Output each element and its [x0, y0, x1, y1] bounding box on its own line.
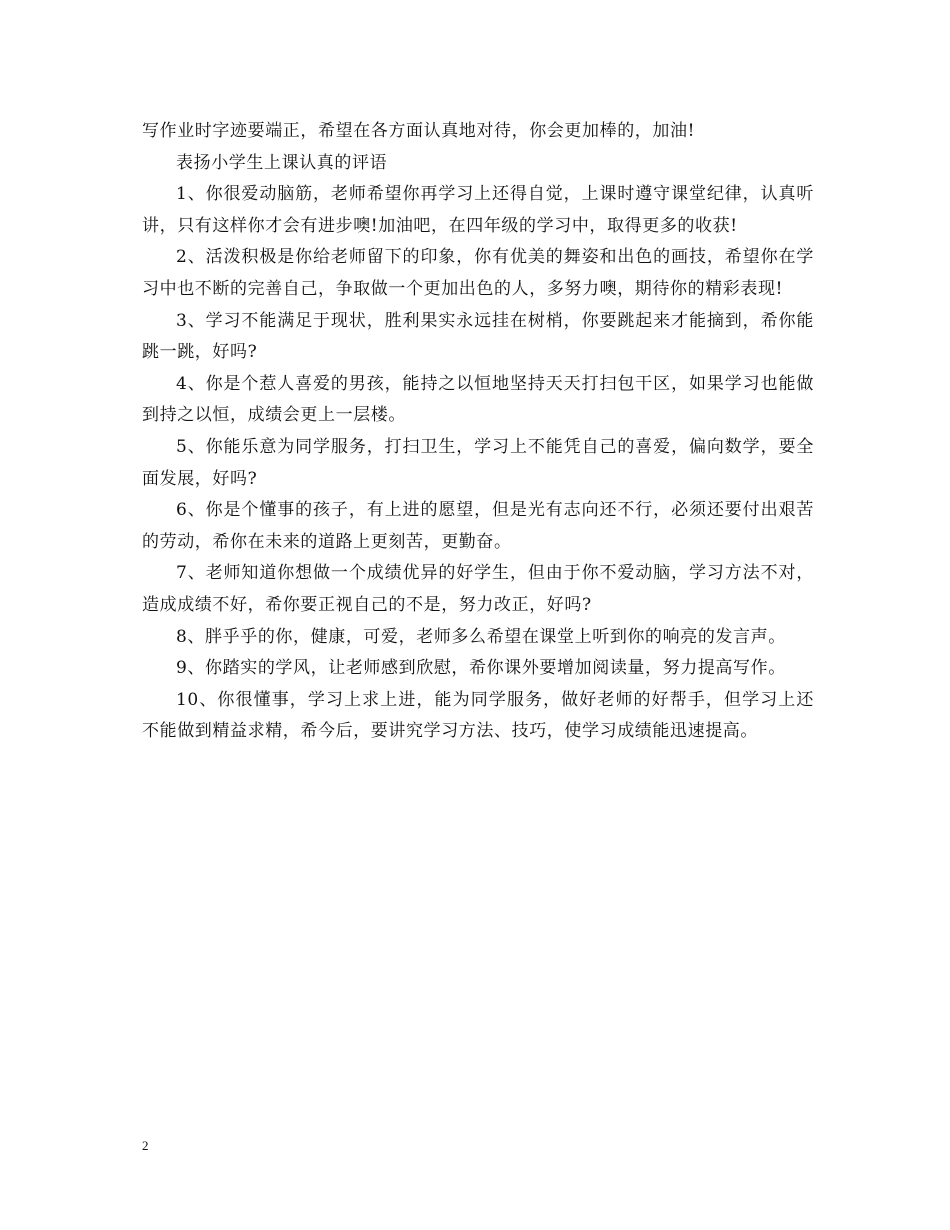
comment-item-3: 3、学习不能满足于现状，胜利果实永远挂在树梢，你要跳起来才能摘到，希你能跳一跳，好吗?: [142, 310, 814, 363]
comment-item-7: 7、老师知道你想做一个成绩优异的好学生，但由于你不爱动脑，学习方法不对，造成成绩不好，希你要正视自己的不是，努力改正，好吗?: [142, 563, 814, 615]
comment-item-4: 4、你是个惹人喜爱的男孩，能持之以恒地坚持天天打扫包干区，如果学习也能做到持之以恒，成绩会更上一层楼。: [142, 373, 814, 426]
comment-item-2: 2、活泼积极是你给老师留下的印象，你有优美的舞姿和出色的画技，希望你在学习中也不断的完善自己，争取做一个更加出色的人，多努力噢，期待你的精彩表现!: [142, 247, 814, 299]
comment-item-6: 6、你是个懂事的孩子，有上进的愿望，但是光有志向还不行，必须还要付出艰苦的劳动，希你在未来的道路上更刻苦，更勤奋。: [142, 500, 814, 552]
page-number: 2: [142, 1138, 149, 1153]
comment-item-9: 9、你踏实的学风，让老师感到欣慰，希你课外要增加阅读量，努力提高写作。: [176, 658, 786, 679]
comment-item-5: 5、你能乐意为同学服务，打扫卫生，学习上不能凭自己的喜爱，偏向数学，要全面发展，好吗?: [142, 436, 814, 489]
document-body: [142, 116, 814, 748]
comment-item-8: 8、胖乎乎的你，健康，可爱，老师多么希望在课堂上听到你的响亮的发言声。: [176, 626, 786, 647]
comment-item-1: 1、你很爱动脑筋，老师希望你再学习上还得自觉，上课时遵守课堂纪律，认真听讲，只有这样你才会有进步噢!加油吧，在四年级的学习中，取得更多的收获!: [142, 184, 814, 236]
comment-item-10: 10、你很懂事，学习上求上进，能为同学服务，做好老师的好帮手，但学习上还不能做到精益求精，希今后，要讲究学习方法、技巧，使学习成绩能迅速提高。: [142, 689, 814, 742]
paragraph-continuation: 写作业时字迹要端正，希望在各方面认真地对待，你会更加棒的，加油!: [142, 121, 696, 141]
section-heading: 表扬小学生上课认真的评语: [176, 152, 388, 173]
